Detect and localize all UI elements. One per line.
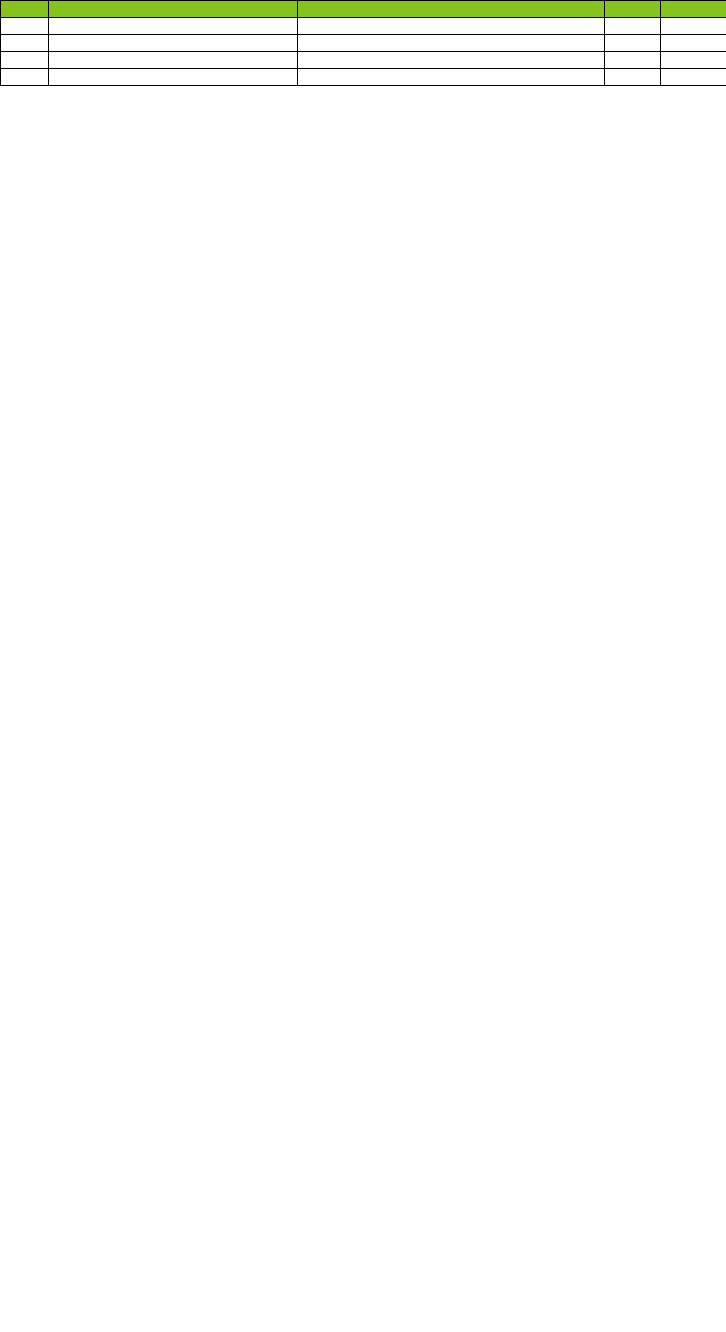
cell-logradouro xyxy=(49,35,298,52)
cell-secao xyxy=(1,18,49,35)
cell-secao xyxy=(1,52,49,69)
cell-data xyxy=(605,69,661,86)
cell-referencia xyxy=(298,18,605,35)
cell-servico xyxy=(661,52,726,69)
cell-referencia xyxy=(298,52,605,69)
cell-logradouro xyxy=(49,69,298,86)
header-referencia xyxy=(298,1,605,18)
cell-secao xyxy=(1,69,49,86)
header-row xyxy=(1,1,726,18)
services-table xyxy=(0,0,726,86)
cell-data xyxy=(605,18,661,35)
table-row xyxy=(1,18,726,35)
table-row xyxy=(1,69,726,86)
cell-servico xyxy=(661,35,726,52)
cell-referencia xyxy=(298,35,605,52)
cell-logradouro xyxy=(49,52,298,69)
cell-referencia xyxy=(298,69,605,86)
table-row xyxy=(1,52,726,69)
header-servico xyxy=(661,1,726,18)
cell-servico xyxy=(661,18,726,35)
cell-data xyxy=(605,35,661,52)
table-body xyxy=(1,18,726,86)
cell-secao xyxy=(1,35,49,52)
header-data xyxy=(605,1,661,18)
cell-data xyxy=(605,52,661,69)
header-logradouros xyxy=(49,1,298,18)
cell-servico xyxy=(661,69,726,86)
cell-logradouro xyxy=(49,18,298,35)
table-row xyxy=(1,35,726,52)
header-secao xyxy=(1,1,49,18)
